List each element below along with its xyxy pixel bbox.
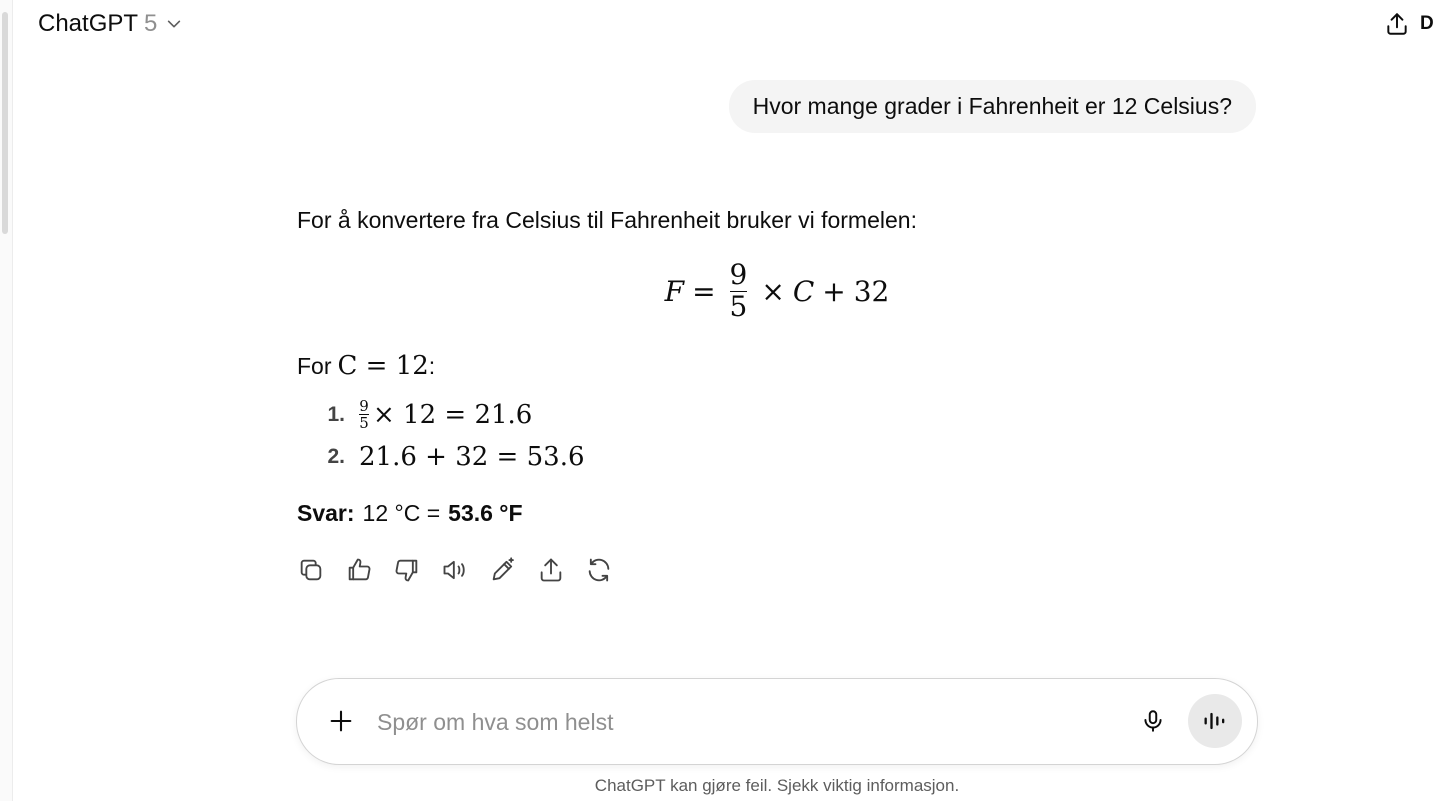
formula-constant: 32 [853,274,890,308]
left-scrollbar[interactable] [2,12,8,234]
read-aloud-button[interactable] [441,554,469,586]
answer-prefix: 12 °C = [362,500,441,526]
read-aloud-icon [441,556,469,584]
model-selector[interactable] [28,6,193,42]
plus-icon [327,707,355,735]
assistant-intro-text: For å konvertere fra Celsius til Fahrenheit bruker vi formelen: [297,207,917,233]
for-label: For [297,353,332,379]
share-label: D [1420,13,1434,34]
formula-plus: + [822,274,846,308]
thumbs-down-icon [393,556,421,584]
step-number: 1. [327,403,345,427]
message-actions [297,554,613,586]
fraction-numerator: 9 [729,258,748,291]
model-version: 5 [144,10,158,37]
share-button[interactable] [1384,8,1434,40]
step-expression: 21.6 + 32 = 53.6 [359,441,585,472]
regenerate-button[interactable] [585,554,613,586]
list-item [297,394,585,436]
edit-button[interactable] [489,554,517,586]
voice-mode-button[interactable] [1188,694,1242,748]
footer-disclaimer: ChatGPT kan gjøre feil. Sjekk viktig informasjon. [594,776,960,795]
step-math [359,397,532,433]
fraction-denominator: 5 [359,414,369,433]
formula-variable: C [792,274,815,308]
formula-lhs: F [664,274,685,308]
conversion-formula [297,260,1257,323]
bad-response-button[interactable] [393,554,421,586]
formula-equals: = [692,274,716,308]
user-message-bubble [729,80,1256,133]
share-icon [537,556,565,584]
step-number: 2. [327,445,345,469]
edit-icon [489,556,517,584]
left-edge-panel [0,0,13,801]
waveform-icon [1201,707,1229,735]
model-name: ChatGPT [38,10,139,37]
user-message-text: Hvor mange grader i Fahrenheit er 12 Celsius? [752,93,1232,119]
add-attachment-button[interactable] [321,701,361,741]
prompt-input[interactable] [375,699,1119,745]
copy-icon [297,556,325,584]
for-c-line [297,348,435,384]
answer-value: 53.6 °F [448,500,523,526]
chevron-down-icon [165,15,183,33]
step-math [359,439,585,475]
step-fraction [359,398,369,432]
regenerate-icon [585,556,613,584]
dictate-button[interactable] [1133,701,1173,741]
steps-list [297,394,585,478]
copy-button[interactable] [297,554,325,586]
share-upload-icon [1384,11,1410,37]
fraction-denominator: 5 [729,289,748,323]
prompt-composer [296,678,1258,765]
share-response-button[interactable] [537,554,565,586]
answer-line [297,497,523,529]
list-item [297,436,585,478]
formula-times: × [761,274,785,308]
microphone-icon [1140,708,1166,734]
fraction-numerator: 9 [359,396,369,415]
thumbs-up-icon [345,556,373,584]
step-expression: × 12 = 21.6 [373,399,533,430]
good-response-button[interactable] [345,554,373,586]
answer-label: Svar: [297,500,355,526]
formula-fraction [730,260,748,323]
for-colon: : [428,353,436,379]
for-math: C = 12 [337,351,429,381]
